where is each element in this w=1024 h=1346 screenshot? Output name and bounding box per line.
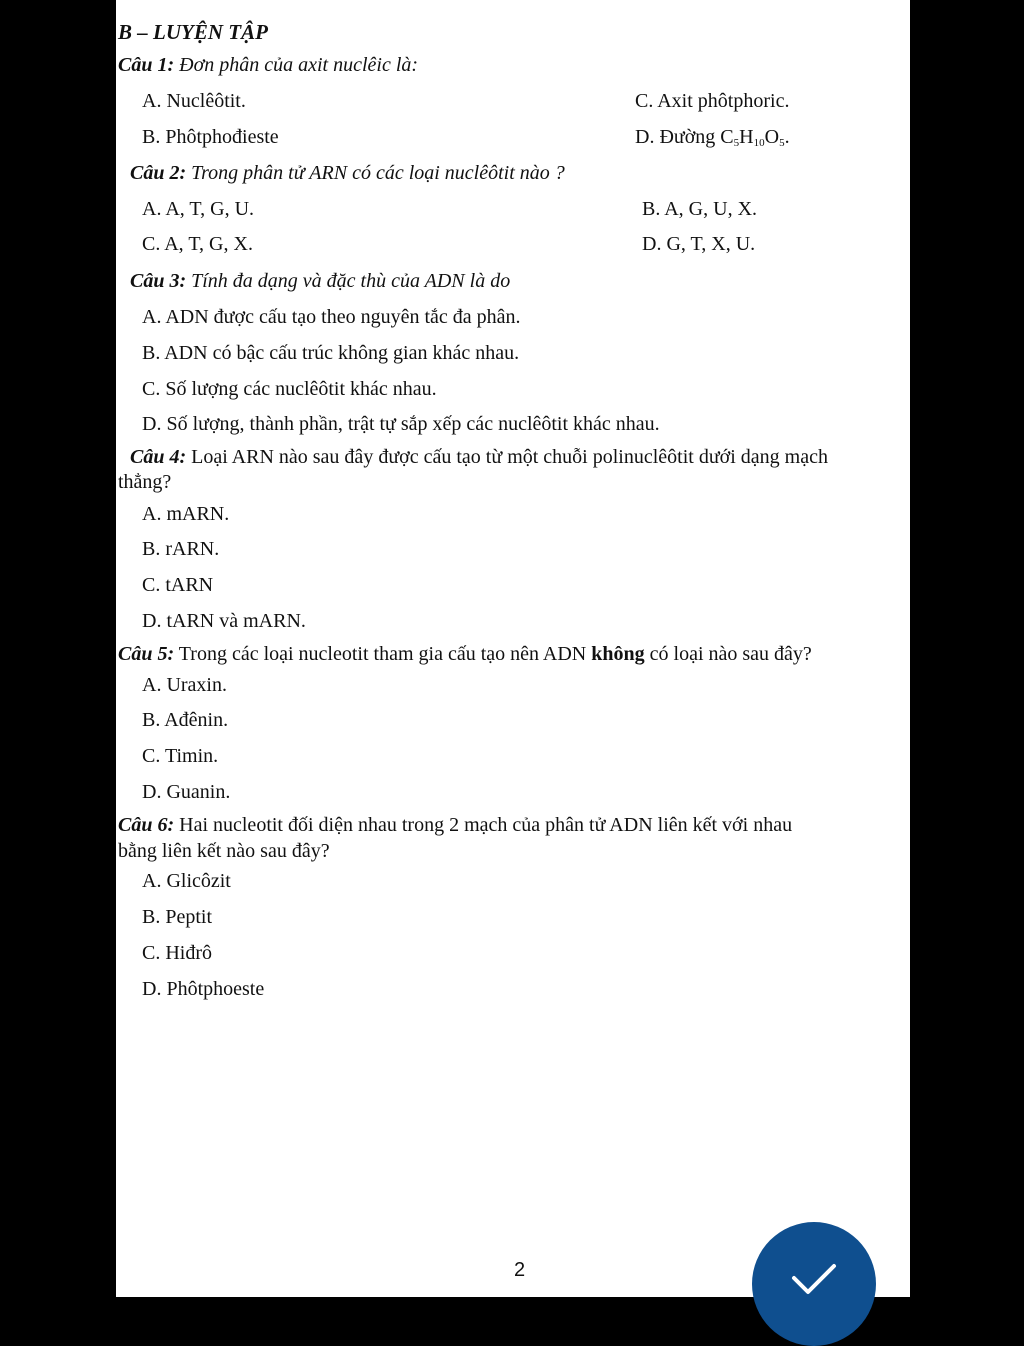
question-1 [118, 53, 418, 77]
q5-option-a: A. Uraxin. [142, 674, 227, 696]
checkmark-icon [790, 1262, 838, 1302]
question-6 [118, 813, 792, 837]
q4-option-b: B. rARN. [142, 538, 220, 560]
q5-option-d: D. Guanin. [142, 781, 231, 803]
q1-option-b: B. Phôtphođieste [142, 126, 279, 148]
question-3-label: Câu 3: [130, 270, 187, 292]
q3-option-b: B. ADN có bậc cấu trúc không gian khác nhau. [142, 342, 520, 364]
q6-option-b: B. Peptit [142, 906, 213, 928]
question-4-label: Câu 4: [130, 446, 187, 468]
question-4-text: Loại ARN nào sau đây được cấu tạo từ một chuỗi polinuclêôtit dưới dạng mạch [186, 446, 828, 468]
q4-option-d: D. tARN và mARN. [142, 610, 306, 632]
page-number: 2 [514, 1259, 526, 1281]
q2-option-c: C. A, T, G, X. [142, 233, 253, 255]
question-6-text-cont: bằng liên kết nào sau đây? [118, 840, 330, 862]
question-1-text: Đơn phân của axit nuclêic là: [174, 54, 419, 76]
question-2 [130, 161, 565, 185]
document-page [116, 0, 910, 1297]
q4-option-a: A. mARN. [142, 503, 230, 525]
section-title: B – LUYỆN TẬP [118, 20, 268, 44]
question-2-label: Câu 2: [130, 162, 187, 184]
question-2-text: Trong phân tử ARN có các loại nuclêôtit nào ? [186, 162, 565, 184]
q5-option-c: C. Timin. [142, 745, 219, 767]
q1-option-d: D. Đường $C_5H_{10}O_5$. [635, 126, 790, 149]
question-3 [130, 269, 510, 293]
q4-option-c: C. tARN [142, 574, 214, 596]
question-6-text: Hai nucleotit đối diện nhau trong 2 mạch của phân tử ADN liên kết với nhau [174, 814, 793, 836]
question-5-emphasis: không [591, 643, 645, 665]
q3-option-c: C. Số lượng các nuclêôtit khác nhau. [142, 378, 437, 400]
question-4-text-cont: thẳng? [118, 471, 172, 493]
q3-option-a: A. ADN được cấu tạo theo nguyên tắc đa phân. [142, 306, 521, 328]
q2-option-a: A. A, T, G, U. [142, 198, 255, 220]
q6-option-a: A. Glicôzit [142, 870, 231, 892]
question-6-label: Câu 6: [118, 814, 175, 836]
q2-option-d: D. G, T, X, U. [642, 233, 756, 255]
q3-option-d: D. Số lượng, thành phần, trật tự sắp xếp các nuclêôtit khác nhau. [142, 413, 660, 435]
q6-option-d: D. Phôtphoeste [142, 978, 265, 1000]
question-5: Câu 5: Trong các loại nucleotit tham gia cấu tạo nên ADN không có loại nào sau đây? [118, 643, 812, 665]
question-4 [130, 445, 828, 469]
question-5-label: Câu 5: [118, 643, 175, 665]
question-1-label: Câu 1: [118, 54, 175, 76]
q1-option-c: C. Axit phôtphoric. [635, 90, 790, 112]
q6-option-c: C. Hiđrô [142, 942, 212, 964]
q2-option-b: B. A, G, U, X. [642, 198, 758, 220]
q5-option-b: B. Ađênin. [142, 709, 229, 731]
q1-option-a: A. Nuclêôtit. [142, 90, 246, 112]
question-3-text: Tính đa dạng và đặc thù của ADN là do [186, 270, 511, 292]
submit-check-button[interactable] [752, 1222, 876, 1346]
